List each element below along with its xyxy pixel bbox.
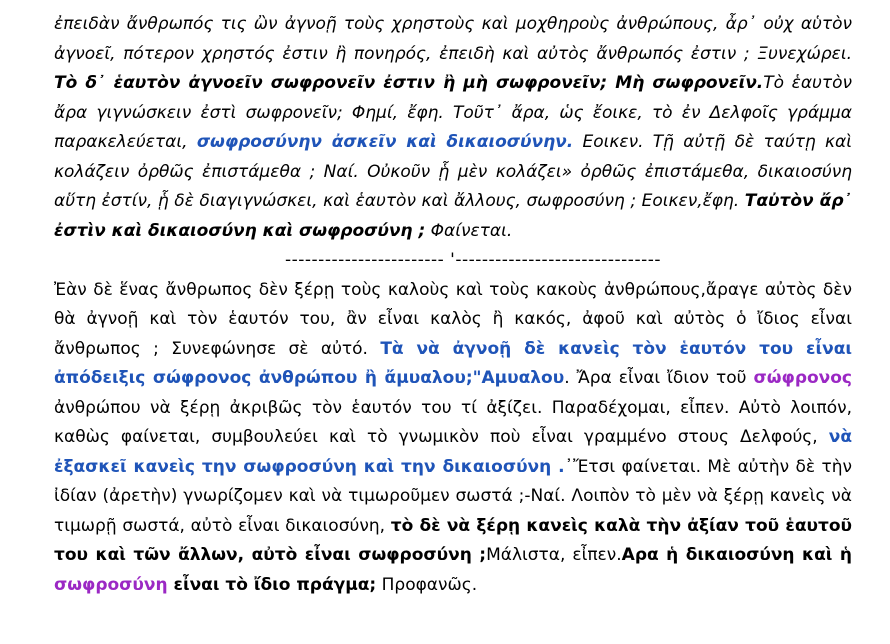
- p2-purple-word-1: σώφρονος: [753, 368, 852, 388]
- p2-bold-conclusion-1: Αρα ἡ δικαιοσύνη καὶ ἡ: [621, 545, 852, 565]
- p2-text-5: Μάλιστα, εἶπεν.: [486, 545, 622, 565]
- p2-bold-question: τὸ δὲ νὰ ξέρῃ κανεὶς καλὰ τὴν ἀξίαν τοῦ ἑαυτοῦ του καὶ τῶν ἄλλων, αὐτὸ εἶναι σωφροσύνη ;: [54, 515, 852, 565]
- p1-bold-conclusion: Ταὐτὸν ἄρ᾽ ἐστὶν καὶ δικαιοσύνη καὶ σωφροσύνη ;: [54, 191, 853, 241]
- p1-text-1: ἐπειδὰν ἄνθρωπός τις ὢν ἀγνοῇ τοὺς χρηστοὺς καὶ μοχθηροὺς ἀνθρώπους, ἆρ᾽ οὐχ αὑτὸν ἀγνοεῖ, πότερον χρηστός ἐστιν ἢ πονηρός, ἐπειδὴ καὶ αὐτὸς ἄνθρωπός ἐστιν ; Ξυνεχώρει.: [54, 14, 852, 64]
- p2-blue-highlight-2: νὰ ἐξασκεῖ κανεὶς την σωφροσύνη καὶ την δικαιοσύνη .: [54, 427, 852, 477]
- p2-text-3: ἀνθρώπου νὰ ξέρῃ ἀκριβῶς τὸν ἑαυτόν του τί ἀξίζει. Παραδέχομαι, εἶπεν. Αὐτὸ λοιπόν, καθὼς φαίνεται, συμβουλεύει καὶ τὸ γνωμικὸν ποὺ εἶναι γραμμένο στους Δελφούς,: [54, 397, 852, 447]
- p1-text-2: Τὸ ἑαυτὸν ἄρα γιγνώσκειν ἐστὶ σωφρονεῖν; Φημί, ἔφη. Τοῦτ᾽ ἄρα, ὡς ἔοικε, τὸ ἐν Δελφοῖς γράμμα παρακελεύεται,: [54, 73, 852, 152]
- p2-text-1: Ἐὰν δὲ ἕνας ἄνθρωπος δὲν ξέρῃ τοὺς καλοὺς καὶ τοὺς κακοὺς ἀνθρώπους,ἄραγε αὐτὸς δὲν θὰ ἀγνοῇ καὶ τὸν ἑαυτόν του, ἂν εἶναι καλὸς ἢ κακός, ἀφοῦ καὶ αὐτὸς ὁ ἴδιος εἶναι ἄνθρωπος ; Συνεφώνησε σὲ αὐτό.: [54, 279, 852, 359]
- p2-text-2: . Ἄρα εἶναι ἴδιον τοῦ: [564, 368, 754, 388]
- p1-bold-question: Τὸ δ᾽ ἑαυτὸν ἀγνοεῖν σωφρονεῖν ἐστιν ἢ μὴ σωφρονεῖν; Μὴ σωφρονεῖν.: [54, 73, 764, 93]
- p2-text-4: ᾿Ἔτσι φαίνεται. Μὲ αὐτὴν δὲ τὴν ἰδίαν (ἀρετὴν) γνωρίζομεν καὶ νὰ τιμωροῦμεν σωστά ;-Ναί. Λοιπὸν τὸ μὲν νὰ ξέρῃ κανεὶς νὰ τιμωρῇ σωστά, αὐτὸ εἶναι δικαιοσύνη,: [54, 456, 853, 536]
- modern-greek-paragraph: [54, 276, 852, 601]
- p2-purple-word-2: σωφροσύνη: [54, 574, 168, 595]
- p2-bold-conclusion-2: εἶναι τὸ ἴδιο πράγμα;: [167, 574, 377, 595]
- ancient-greek-paragraph: [54, 10, 852, 246]
- p2-blue-highlight-1: Τὰ νὰ ἀγνοῇ δὲ κανεὶς τὸν ἑαυτόν του εἶναι ἀπόδειξις σώφρονος ἀνθρώπου ἢ ἄμυαλου;"Αμυαλου: [54, 338, 852, 388]
- p1-blue-highlight: σωφροσύνην ἀσκεῖν καὶ δικαιοσύνην.: [196, 132, 574, 152]
- p1-text-3: Εοικεν. Τῇ αὐτῇ δὲ ταύτῃ καὶ κολάζειν ὀρθῶς ἐπιστάμεθα ; Ναί. Οὐκοῦν ᾗ μὲν κολάζει» ὀρθῶς ἐπιστάμεθα, δικαιοσύνη αὕτη ἐστίν, ᾗ δὲ διαγιγνώσκει, καὶ ἑαυτὸν καὶ ἄλλους, σωφροσύνη ; Εοικεν,ἔφη.: [54, 132, 853, 211]
- p2-text-6: Προφανῶς.: [376, 574, 478, 595]
- p1-text-4: Φαίνεται.: [425, 220, 513, 241]
- separator-line: ------------------------ '-------------------------------: [285, 250, 661, 270]
